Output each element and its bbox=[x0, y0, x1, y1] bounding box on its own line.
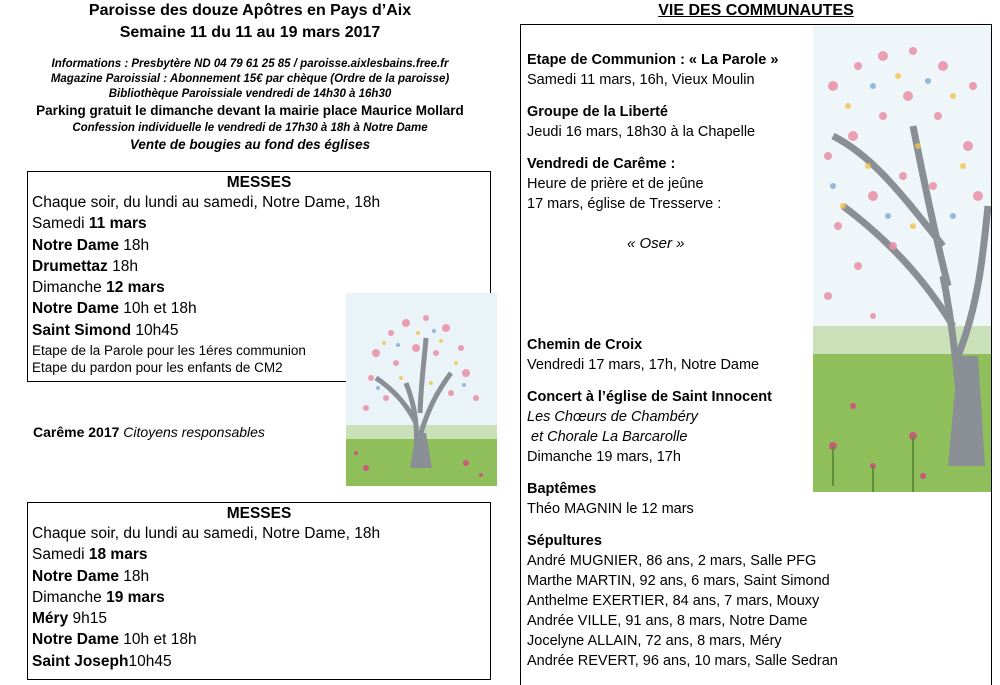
tree-illustration-large bbox=[813, 26, 991, 492]
sunday-mass-2: Saint Simond 10h45 bbox=[32, 321, 179, 339]
note-communion: Etape de la Parole pour les 1éres communion bbox=[32, 343, 306, 359]
lent-theme: Citoyens responsables bbox=[123, 424, 265, 440]
lent-line bbox=[33, 424, 265, 440]
croix-title: Chemin de Croix bbox=[527, 337, 643, 353]
communion-title: Etape de Communion : « La Parole » bbox=[527, 52, 779, 68]
magazine-line: Magazine Paroissial : Abonnement 15€ par chèque (Ordre de la paroisse) bbox=[50, 73, 450, 85]
candles-line: Vente de bougies au fond des églises bbox=[129, 137, 371, 152]
library-line: Bibliothèque Paroissiale vendredi de 14h30 à 16h30 bbox=[108, 88, 392, 100]
sunday-mass-2: Notre Dame 10h et 18h bbox=[32, 631, 197, 649]
saturday-mass-2: Drumettaz 18h bbox=[32, 257, 138, 275]
tree-illustration-small bbox=[346, 293, 497, 486]
community-title: VIE DES COMMUNAUTES bbox=[658, 2, 854, 19]
sunday-mass-3: Saint Joseph10h45 bbox=[32, 652, 172, 670]
concert-line-3: Dimanche 19 mars, 17h bbox=[527, 449, 681, 465]
saturday-line: Samedi 11 mars bbox=[32, 215, 147, 233]
parking-line: Parking gratuit le dimanche devant la mairie place Maurice Mollard bbox=[36, 103, 464, 118]
vendredi-title: Vendredi de Carême : bbox=[527, 156, 676, 172]
croix-detail: Vendredi 17 mars, 17h, Notre Dame bbox=[527, 357, 760, 373]
sunday-line: Dimanche 19 mars bbox=[32, 588, 165, 606]
baptemes-detail: Théo MAGNIN le 12 mars bbox=[527, 501, 694, 517]
liberte-title: Groupe de la Liberté bbox=[527, 104, 668, 120]
saturday-mass-1: Notre Dame 18h bbox=[32, 567, 150, 585]
sunday-mass-1: Méry 9h15 bbox=[32, 610, 107, 628]
concert-line-2: et Chorale La Barcarolle bbox=[527, 429, 688, 445]
concert-title: Concert à l’église de Saint Innocent bbox=[527, 389, 772, 405]
oser-text: « Oser » bbox=[627, 235, 685, 252]
note-pardon: Etape du pardon pour les enfants de CM2 bbox=[32, 360, 283, 376]
every-evening-line: Chaque soir, du lundi au samedi, Notre Dame, 18h bbox=[32, 194, 381, 211]
baptemes-title: Baptêmes bbox=[527, 481, 597, 497]
saturday-mass-1: Notre Dame 18h bbox=[32, 236, 150, 254]
sepultures-title: Sépultures bbox=[527, 533, 602, 549]
sunday-mass-1: Notre Dame 10h et 18h bbox=[32, 300, 197, 318]
communion-detail: Samedi 11 mars, 16h, Vieux Moulin bbox=[527, 72, 755, 88]
concert-line-1: Les Chœurs de Chambéry bbox=[527, 409, 698, 425]
sepulture-item: Andrée VILLE, 91 ans, 8 mars, Notre Dame bbox=[527, 613, 808, 629]
masses-title: MESSES bbox=[226, 174, 292, 191]
masses-title: MESSES bbox=[226, 505, 292, 522]
vendredi-line-1: Heure de prière et de jeûne bbox=[527, 176, 704, 192]
lent-label: Carême 2017 bbox=[33, 424, 120, 440]
parish-title: Paroisse des douze Apôtres en Pays d’Aix bbox=[88, 2, 412, 19]
sepulture-item: Marthe MARTIN, 92 ans, 6 mars, Saint Simond bbox=[527, 573, 830, 589]
saturday-line: Samedi 18 mars bbox=[32, 546, 148, 564]
sepulture-item: André MUGNIER, 86 ans, 2 mars, Salle PFG bbox=[527, 553, 817, 569]
week-title: Semaine 11 du 11 au 19 mars 2017 bbox=[119, 24, 381, 41]
confession-line: Confession individuelle le vendredi de 17h30 à 18h à Notre Dame bbox=[72, 122, 428, 134]
sepulture-item: Andrée REVERT, 96 ans, 10 mars, Salle Sedran bbox=[527, 653, 838, 669]
sunday-line: Dimanche 12 mars bbox=[32, 279, 165, 297]
liberte-detail: Jeudi 16 mars, 18h30 à la Chapelle bbox=[527, 124, 756, 140]
vendredi-line-2: 17 mars, église de Tresserve : bbox=[527, 196, 722, 212]
masses-week2-content bbox=[27, 502, 491, 680]
info-line: Informations : Presbytère ND 04 79 61 25 85 / paroisse.aixlesbains.free.fr bbox=[51, 58, 449, 70]
sepulture-item: Anthelme EXERTIER, 84 ans, 7 mars, Mouxy bbox=[527, 593, 820, 609]
every-evening-line: Chaque soir, du lundi au samedi, Notre Dame, 18h bbox=[32, 525, 381, 542]
sepulture-item: Jocelyne ALLAIN, 72 ans, 8 mars, Méry bbox=[527, 633, 782, 649]
